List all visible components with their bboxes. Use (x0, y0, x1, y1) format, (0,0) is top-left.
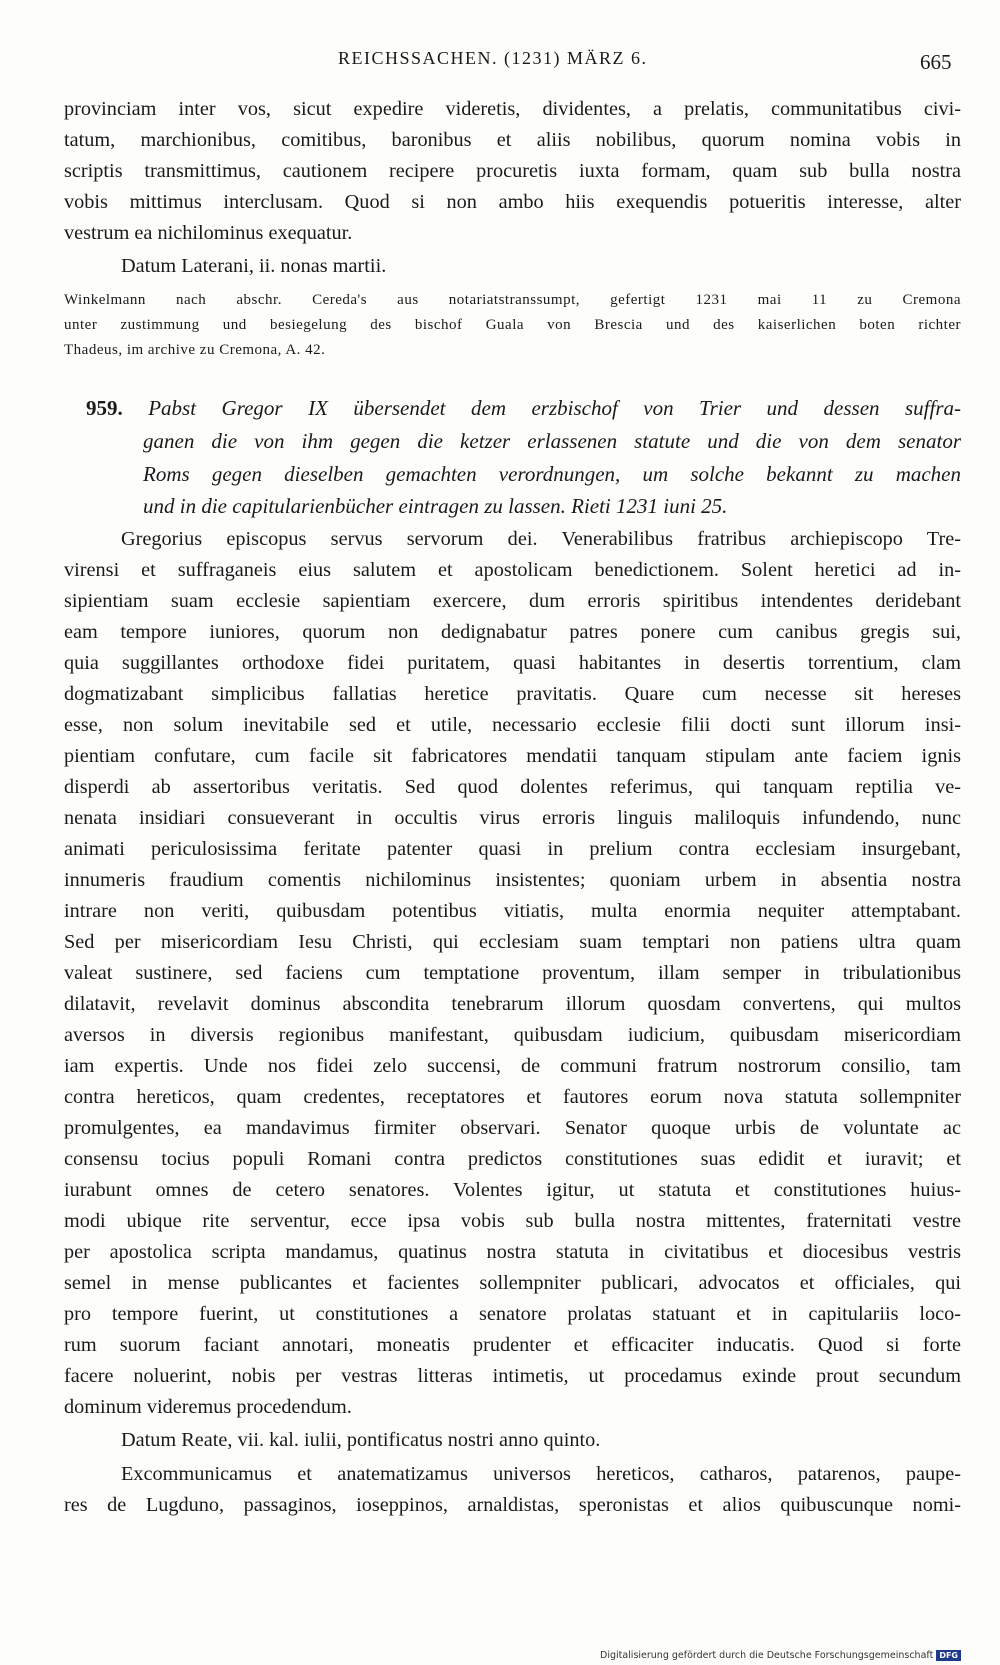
source-note-line: unter zustimmung und besiegelung des bischof Guala von Brescia und des kaiserlichen boten richter (64, 317, 961, 333)
digitization-credit (600, 1650, 961, 1661)
closing-line: res de Lugduno, passaginos, ioseppinos, arnaldistas, speronistas et alios quibuscunque nomi- (64, 1494, 961, 1516)
body-line: esse, non solum inevitabile sed et utile, necessario ecclesie filii docti sunt illorum insi- (64, 714, 961, 736)
body-line: Sed per misericordiam Iesu Christi, qui ecclesiam suam temptari non patiens ultra quam (64, 931, 961, 953)
source-note-line: Thadeus, im archive zu Cremona, A. 42. (64, 342, 326, 358)
body-line: semel in mense publicantes et facientes sollempniter publicari, advocatos et officiales, qui (64, 1272, 961, 1294)
credit-text: Digitalisierung gefördert durch die Deutsche Forschungsgemeinschaft (600, 1650, 934, 1661)
body-line: quia suggillantes orthodoxe fidei puritatem, quasi habitantes in desertis torrentium, clam (64, 652, 961, 674)
running-head: REICHSSACHEN. (1231) MÄRZ 6. (338, 48, 648, 68)
page-header (0, 44, 1000, 74)
body-line: promulgentes, ea mandavimus firmiter observari. Senator quoque urbis de voluntate ac (64, 1117, 961, 1139)
body-line: intrare non veriti, quibusdam potentibus vitiatis, multa enormia nequiter attemptabant. (64, 900, 961, 922)
body-line: sipientiam suam ecclesie sapientiam exercere, dum erroris spiritibus intendentes deridebant (64, 590, 961, 612)
summary-line: und in die capitularienbücher eintragen zu lassen. Rieti 1231 iuni 25. (143, 494, 728, 518)
body-line: pro tempore fuerint, ut constitutiones a senatore prolatas statuant et in capitulariis loco- (64, 1303, 961, 1325)
body-line: innumeris fraudium comentis nichilominus insistentes; quoniam urbem in absentia nostra (64, 869, 961, 891)
body-line: disperdi ab assertoribus veritatis. Sed quod dolentes referimus, qui tanquam reptilia ve- (64, 776, 961, 798)
body-line: iam expertis. Unde nos fidei zelo succensi, de communi fratrum nostrorum consilio, tam (64, 1055, 961, 1077)
text-line: tatum, marchionibus, comitibus, baronibus et aliis nobilibus, quorum nomina vobis in (64, 129, 961, 151)
body-line: per apostolica scripta mandamus, quatinus nostra statuta in civitatibus et diocesibus vestris (64, 1241, 961, 1263)
body-line: iurabunt omnes de cetero senatores. Volentes igitur, ut statuta et constitutiones huius- (64, 1179, 961, 1201)
document-number: 959. (86, 396, 123, 420)
text-line: vestrum ea nichilominus exequatur. (64, 222, 353, 244)
datum-line: Datum Reate, vii. kal. iulii, pontificatus nostri anno quinto. (121, 1429, 601, 1451)
source-note-line: Winkelmann nach abschr. Cereda's aus notariatstranssumpt, gefertigt 1231 mai 11 zu Cremona (64, 292, 961, 308)
body-line: animati periculosissima feritate patenter quasi in prelium contra ecclesiam insurgebant, (64, 838, 961, 860)
body-line: valeat sustinere, sed faciens cum temptatione proventum, illam semper in tribulationibus (64, 962, 961, 984)
body-line: eam tempore iuniores, quorum non dedignabatur patres ponere cum canibus gregis sui, (64, 621, 961, 643)
dfg-logo-icon: DFG (936, 1650, 961, 1661)
body-line: dominum videremus procedendum. (64, 1396, 352, 1418)
summary-line: Roms gegen dieselben gemachten verordnungen, um solche bekannt zu machen (143, 462, 961, 486)
summary-line: Pabst Gregor IX übersendet dem erzbischof von Trier und dessen suffra- (148, 396, 962, 420)
text-line: provinciam inter vos, sicut expedire videretis, dividentes, a prelatis, communitatibus civi- (64, 98, 961, 120)
text-line: scriptis transmittimus, cautionem recipere procuretis iuxta formam, quam sub bulla nostra (64, 160, 961, 182)
text-line: vobis mittimus interclusam. Quod si non ambo hiis exequendis potueritis interesse, alter (64, 191, 961, 213)
page-number: 665 (920, 50, 952, 74)
body-line: modi ubique rite serventur, ecce ipsa vobis sub bulla nostra mittentes, fraternitati vestre (64, 1210, 961, 1232)
body-line: dogmatizabant simplicibus fallatias heretice pravitatis. Quare cum necesse sit hereses (64, 683, 961, 705)
closing-line: Excommunicamus et anatematizamus universos hereticos, catharos, patarenos, paupe- (121, 1463, 961, 1485)
body-line: dilatavit, revelavit dominus abscondita tenebrarum illorum quosdam convertens, qui multos (64, 993, 961, 1015)
datum-line: Datum Laterani, ii. nonas martii. (121, 255, 387, 277)
body-line: virensi et suffraganeis eius salutem et apostolicam benedictionem. Solent heretici ad in- (64, 559, 961, 581)
body-line: Gregorius episcopus servus servorum dei. Venerabilibus fratribus archiepiscopo Tre- (121, 528, 961, 550)
body-line: consensu tocius populi Romani contra predictos constitutiones suas edidit et iuravit; et (64, 1148, 961, 1170)
body-line: contra hereticos, quam credentes, receptatores et fautores eorum nova statuta sollempniter (64, 1086, 961, 1108)
body-line: aversos in diversis regionibus manifestant, quibusdam iudicium, quibusdam misericordiam (64, 1024, 961, 1046)
summary-line: ganen die von ihm gegen die ketzer erlassenen statute und die von dem senator (143, 429, 961, 453)
body-line: rum suorum faciant annotari, moneatis prudenter et efficaciter inducatis. Quod si forte (64, 1334, 961, 1356)
body-line: facere noluerint, nobis per vestras litteras intimetis, ut procedamus exinde prout secundum (64, 1365, 961, 1387)
summary-first-line (86, 392, 961, 424)
body-line: nenata insidiari consueverant in occultis virus erroris linguis maliloquis infundendo, nunc (64, 807, 961, 829)
body-line: pientiam confutare, cum facile sit fabricatores mendatii tanquam stipulam ante faciem ignis (64, 745, 961, 767)
